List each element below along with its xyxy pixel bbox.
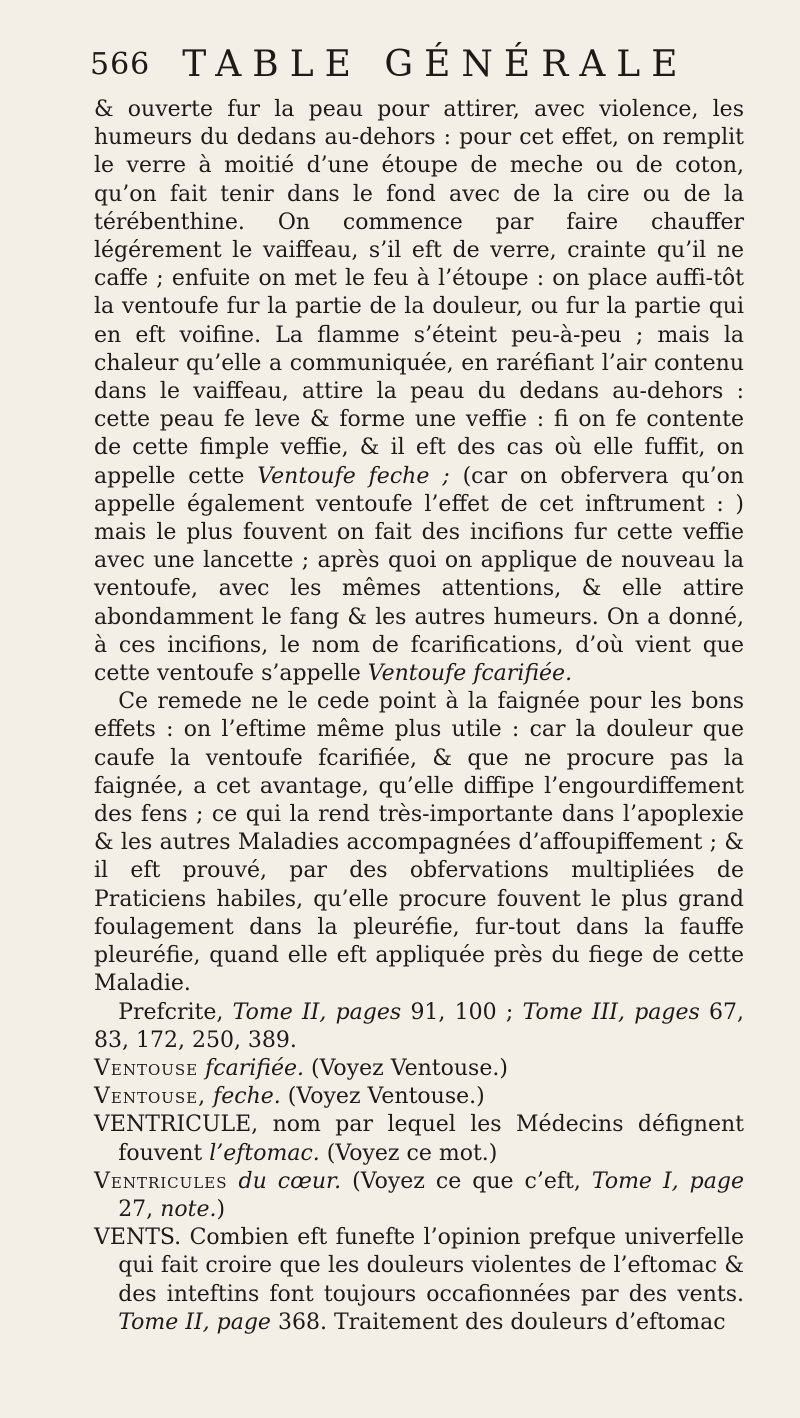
page-refs: 67, 83, 172, 250, 389. bbox=[94, 999, 745, 1053]
entry-crossref: (Voyez Ventouse.) bbox=[287, 1084, 485, 1110]
index-entry bbox=[94, 1111, 744, 1167]
running-title: TABLE GÉNÉRALE bbox=[182, 43, 689, 85]
entry-crossref: (Voyez ce mot.) bbox=[326, 1140, 498, 1166]
entry-crossref: (Voyez ce que c’eft, bbox=[352, 1168, 581, 1194]
entry-term: l’eftomac. bbox=[209, 1140, 320, 1166]
entry-close: ) bbox=[216, 1196, 226, 1222]
prescription-line bbox=[94, 999, 744, 1055]
page-refs: 27, bbox=[118, 1196, 154, 1222]
tome-reference: Tome I, page bbox=[591, 1168, 744, 1194]
note-ref: note. bbox=[160, 1196, 217, 1222]
entry-headword: Ventouse bbox=[94, 1055, 199, 1081]
index-entry bbox=[94, 1055, 744, 1083]
entry-crossref: (Voyez Ventouse.) bbox=[310, 1055, 508, 1081]
index-entry bbox=[94, 1224, 744, 1337]
term-ventouse-seche: Ventoufe feche ; bbox=[257, 463, 450, 489]
entry-headword: VENTRICULE bbox=[94, 1112, 252, 1138]
text-run: & ouverte fur la peau pour attirer, avec violence, les humeurs du dedans au-dehors : pour cet effet, on remplit le verre à moitié d’une étoupe de meche ou de coton, qu’on fait tenir dans le fond avec de la cire ou de la térébenthine. On commence par faire chauffer légérement le vaiffeau, s’il eft de verre, crainte qu’il ne caffe ; enfuite on met le feu à l’étoupe : on place auffi-tôt la ventoufe fur la partie de la douleur, ou fur la partie qui en eft voifine. La flamme s’éteint peu-à-peu ; mais la chaleur qu’elle a communiquée, en raréfiant l’air contenu dans le vaiffeau, attire la peau du dedans au-dehors : cette peau fe leve & forme une veffie : fi on fe contente de cette fimple veffie, & il eft des cas où elle fuffit, on appelle cette bbox=[94, 97, 744, 489]
text-run: Ce remede ne le cede point à la faignée pour les bons effets : on l’eftime même plus utile : car la douleur que caufe la ventoufe fcarifiée, & que ne procure pas la faignée, a cet avantage, qu’elle diffipe l’engourdiffement des fens ; ce qui la rend très-importante dans l’apoplexie & les autres Maladies accompagnées d’affoupiffement ; & il eft prouvé, par des obfervations multipliées de Praticiens habiles, qu’elle procure fouvent le plus grand foulagement dans la pleuréfie, fur-tout dans la fauffe pleuréfie, quand elle eft appliquée près du fiege de cette Maladie. bbox=[94, 689, 744, 997]
entry-text: Combien eft funefte l’opinion prefque univerfelle qui fait croire que les douleurs violentes de l’eftomac & des inteftins font toujours occafionnées par des vents. bbox=[118, 1225, 745, 1307]
page-header bbox=[90, 38, 730, 90]
entry-headword: Ventricules bbox=[94, 1168, 228, 1194]
page-refs: 91, 100 ; bbox=[410, 999, 514, 1025]
index-entry bbox=[94, 1083, 744, 1111]
page-number: 566 bbox=[90, 46, 151, 82]
entry-text: Traitement des douleurs d’eftomac bbox=[333, 1309, 726, 1335]
text-run: Prefcrite, bbox=[118, 999, 224, 1025]
paragraph-ventouse-description bbox=[94, 96, 744, 688]
tome-reference: Tome II, page bbox=[118, 1309, 271, 1335]
entry-term: du cœur. bbox=[238, 1168, 342, 1194]
term-ventouse-scarifiee: Ventoufe fcarifiée. bbox=[367, 661, 573, 687]
entry-term: fcarifiée. bbox=[205, 1055, 304, 1081]
entry-headword: Ventouse, bbox=[94, 1084, 207, 1110]
entry-text: , nom par lequel les Médecins défignent fouvent bbox=[118, 1112, 744, 1166]
entry-headword: VENTS. bbox=[94, 1225, 182, 1251]
tome-reference: Tome II, pages bbox=[232, 999, 402, 1025]
page-refs: 368. bbox=[277, 1309, 327, 1335]
entry-term: feche. bbox=[213, 1084, 281, 1110]
page-body bbox=[94, 96, 744, 1337]
tome-reference: Tome III, pages bbox=[522, 999, 700, 1025]
paragraph-remede bbox=[94, 688, 744, 998]
text-run: (car on obfervera qu’on appelle également ventoufe l’effet de cet inftrument : ) mais le plus fouvent on fait des incifions fur cette veffie avec une lancette ; après quoi on applique de nouveau la ventoufe, avec les mêmes attentions, & elle attire abondamment le fang & les autres humeurs. On a donné, à ces incifions, le nom de fcarifications, d’où vient que cette ventoufe s’appelle bbox=[94, 463, 745, 687]
index-entry bbox=[94, 1168, 744, 1224]
